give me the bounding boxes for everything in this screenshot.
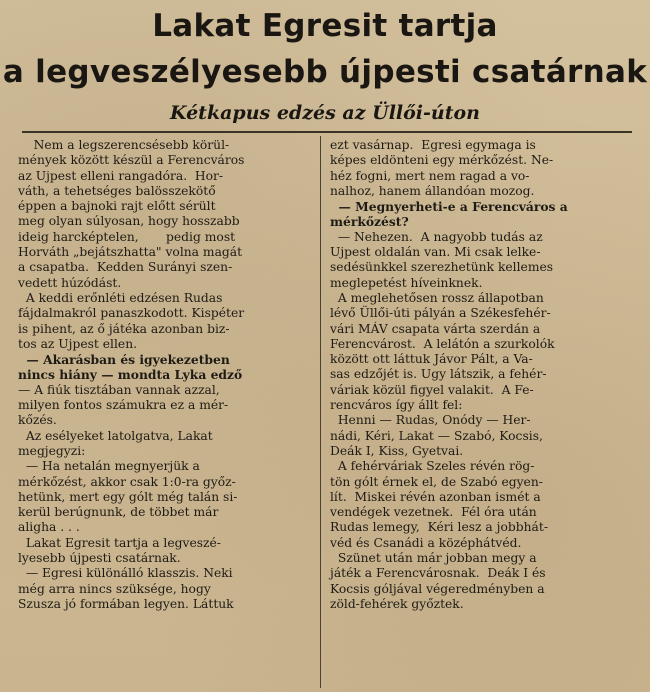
article-line: Ujpest oldalán van. Mi csak lelke-: [330, 245, 541, 260]
article-line: nalhoz, hanem állandóan mozog.: [330, 183, 535, 198]
article-line: véd és Csanádi a középhátvéd.: [330, 535, 522, 550]
article-line: héz fogni, mert nem ragad a vo-: [330, 168, 530, 183]
article-line: A fehérváriak Szeles révén rög-: [330, 459, 535, 474]
article-line: vedett húzódást.: [18, 275, 122, 290]
article-line: rencváros így állt fel:: [330, 398, 463, 413]
article-line: játék a Ferencvárosnak. Deák I és: [330, 566, 546, 581]
article-line: lévő Üllői-úti pályán a Székesfehér-: [330, 306, 551, 321]
article-line: aligha . . .: [18, 520, 80, 535]
article-line: A meglehetősen rossz állapotban: [330, 290, 544, 305]
article-line: Henni — Rudas, Onódy — Her-: [330, 413, 531, 428]
article-line: Szünet után már jobban megy a: [330, 551, 537, 566]
article-line: sas edzőjét is. Ugy látszik, a fehér-: [330, 367, 547, 382]
article-line: hetünk, mert egy gólt még talán si-: [18, 489, 238, 504]
article-line: — Akarásban és igyekezetben: [18, 352, 230, 368]
article-line: Szusza jó formában legyen. Láttuk: [18, 596, 234, 611]
article-line: is pihent, az ő játéka azonban biz-: [18, 321, 230, 336]
article-line: a csapatba. Kedden Surányi szen-: [18, 260, 233, 275]
article-line: — Ha netalán megnyerjük a: [18, 459, 200, 474]
right-column: [330, 138, 630, 612]
article-line: vári MÁV csapata várta szerdán a: [330, 321, 541, 336]
article-line: mérkőzést, akkor csak 1:0-ra győz-: [18, 474, 236, 489]
article-line: még arra nincs szüksége, hogy: [18, 581, 211, 596]
subheadline: Kétkapus edzés az Üllői-úton: [170, 102, 480, 124]
article-line: éppen a bajnoki rajt előtt sérült: [18, 199, 216, 214]
article-line: — A fiúk tisztában vannak azzal,: [18, 382, 220, 397]
article-line: ideig harcképtelen, pedig most: [18, 229, 236, 244]
article-line: váth, a tehetséges balösszekötő: [18, 183, 216, 198]
article-line: váriak közül figyel valakit. A Fe-: [330, 382, 534, 397]
article-line: Kocsis góljával végeredményben a: [330, 581, 545, 596]
article-line: mények között készül a Ferencváros: [18, 153, 245, 168]
article-line: képes eldönteni egy mérkőzést. Ne-: [330, 153, 554, 168]
article-line: fájdalmakról panaszkodott. Kispéter: [18, 306, 245, 321]
article-line: kerül berúgnunk, de többet már: [18, 505, 219, 520]
article-line: zöld-fehérek győztek.: [330, 596, 464, 611]
article-line: — Egresi különálló klasszis. Neki: [18, 566, 233, 581]
article-line: tön gólt érnek el, de Szabó egyen-: [330, 474, 543, 489]
article-line: között ott láttuk Jávor Pált, a Va-: [330, 352, 533, 367]
article-line: meglepetést híveinknek.: [330, 275, 483, 290]
article-line: Deák I, Kiss, Gyetvai.: [330, 443, 464, 458]
article-line: Az esélyeket latolgatva, Lakat: [18, 428, 213, 443]
article-line: Ferencvárost. A lelátón a szurkolók: [330, 336, 555, 351]
article-line: vendégek vezetnek. Fél óra után: [330, 505, 537, 520]
article-line: lyesebb újpesti csatárnak.: [18, 551, 181, 566]
headline-line-1: Lakat Egresit tartja: [152, 8, 498, 44]
article-line: az Ujpest elleni rangadóra. Hor-: [18, 168, 224, 183]
article-line: Horváth „bejátszhatta" volna magát: [18, 245, 243, 260]
article-line: — Megnyerheti-e a Ferencváros a: [330, 199, 568, 215]
article-line: sedésünkkel szerezhetünk kellemes: [330, 260, 554, 275]
article-line: megjegyzi:: [18, 443, 86, 458]
article-line: ezt vasárnap. Egresi egymaga is: [330, 138, 536, 152]
article-line: Nem a legszerencsésebb körül-: [18, 138, 230, 152]
article-line: Lakat Egresit tartja a legveszé-: [18, 535, 221, 550]
article-line: nádi, Kéri, Lakat — Szabó, Kocsis,: [330, 428, 543, 443]
left-column: [18, 138, 318, 612]
article-line: lít. Miskei révén azonban ismét a: [330, 489, 541, 504]
article-line: kőzés.: [18, 413, 57, 428]
article-line: Rudas lemegy, Kéri lesz a jobbhát-: [330, 520, 548, 535]
headline-line-2: a legveszélyesebb újpesti csatárnak: [2, 54, 648, 90]
article-line: meg olyan súlyosan, hogy hosszabb: [18, 214, 240, 229]
article-line: — Nehezen. A nagyobb tudás az: [330, 229, 543, 244]
header-divider: [22, 131, 632, 133]
article-line: mérkőzést?: [330, 214, 409, 230]
article-line: nincs hiány — mondta Lyka edző: [18, 367, 243, 383]
article-line: milyen fontos számukra ez a mér-: [18, 398, 229, 413]
column-divider: [320, 136, 321, 688]
article-line: tos az Ujpest ellen.: [18, 336, 138, 351]
article-line: A keddi erőnléti edzésen Rudas: [18, 290, 223, 305]
